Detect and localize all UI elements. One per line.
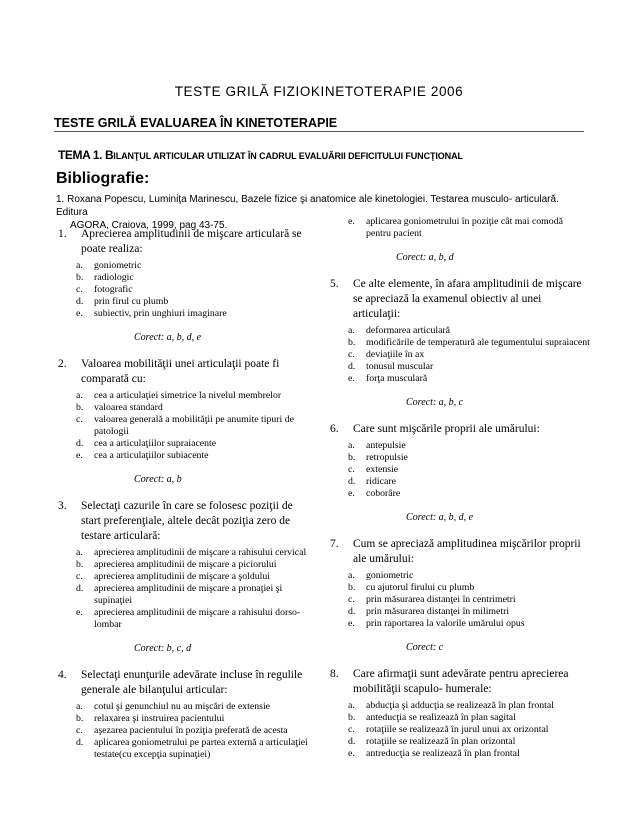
correct-answer: Corect: c — [406, 642, 444, 653]
option-letter: b. — [76, 559, 84, 570]
topic-heading-prefix: TEMA 1. B — [58, 148, 114, 162]
question-heading — [330, 277, 590, 322]
option-text: fotografic — [94, 284, 133, 295]
right-column — [330, 216, 590, 774]
option-letter: b. — [348, 452, 356, 463]
option-letter: c. — [76, 571, 83, 582]
option-letter: c. — [76, 414, 83, 425]
option-text: radiologic — [94, 272, 134, 283]
option-item — [348, 582, 590, 594]
question-heading — [330, 537, 590, 567]
option-letter: d. — [76, 438, 84, 449]
option-text: aplicarea goniometrului în poziţie cât mai comodă pentru pacient — [366, 216, 563, 239]
option-text: ridicare — [366, 476, 396, 487]
option-letter: c. — [76, 284, 83, 295]
option-text: retropulsie — [366, 452, 408, 463]
option-list — [348, 440, 590, 500]
question-text: Ce alte elemente, în afara amplitudinii de mişcare se apreciază la examenul obiectiv al unei articulaţii: — [353, 278, 582, 320]
option-item — [76, 713, 308, 725]
option-text: valoarea generală a mobilităţii pe anumite tipuri de patologii — [94, 414, 294, 437]
option-text: extensie — [366, 464, 399, 475]
question-text: Care sunt mişcările proprii ale umărului: — [353, 423, 540, 435]
divider-rule — [54, 131, 584, 132]
option-item — [348, 736, 590, 748]
option-text: antreducţia se realizează în plan frontal — [366, 748, 520, 759]
option-text: prin firul cu plumb — [94, 296, 169, 307]
option-item — [348, 570, 590, 582]
option-item — [348, 373, 590, 385]
option-text: aprecierea amplitudinii de mişcare a rahisului dorso-lombar — [94, 607, 301, 630]
question-number: 7. — [330, 538, 339, 550]
question-number: 1. — [58, 228, 67, 240]
question-heading — [58, 668, 308, 698]
option-letter: b. — [76, 713, 84, 724]
question-heading — [58, 357, 308, 387]
option-text: cea a articulaţiilor subiacente — [94, 450, 209, 461]
option-text: forţa musculară — [366, 373, 428, 384]
option-item — [76, 607, 308, 631]
correct-answer: Corect: a, b, d, e — [134, 332, 202, 343]
option-letter: d. — [348, 736, 356, 747]
option-text: abducţia şi adducţia se realizează în plan frontal — [366, 700, 554, 711]
option-item — [348, 325, 590, 337]
option-item — [348, 606, 590, 618]
option-item — [348, 464, 590, 476]
option-item — [76, 284, 308, 296]
option-item — [348, 216, 590, 240]
option-letter: c. — [348, 594, 355, 605]
option-letter: d. — [76, 737, 84, 748]
question-block — [58, 227, 308, 343]
option-letter: a. — [348, 570, 355, 581]
option-text: deformarea articulară — [366, 325, 451, 336]
option-text: aprecierea amplitudinii de mişcare a rahisului cervical — [94, 547, 307, 558]
option-letter: c. — [348, 724, 355, 735]
option-item — [76, 414, 308, 438]
left-column — [58, 227, 308, 775]
option-letter: a. — [348, 440, 355, 451]
question-block — [330, 667, 590, 760]
correct-answer: Corect: a, b, c — [406, 397, 464, 408]
question-block — [58, 499, 308, 654]
option-letter: a. — [348, 700, 355, 711]
option-letter: c. — [348, 349, 355, 360]
option-text: aplicarea goniometrului pe partea externă a articulaţiei testate(cu excepţia supinaţiei) — [94, 737, 308, 760]
option-text: cea a articulaţiilor supraiacente — [94, 438, 217, 449]
topic-heading — [58, 148, 463, 162]
option-text: antepulsie — [366, 440, 406, 451]
option-item — [348, 440, 590, 452]
page-title: TESTE GRILĂ FIZIOKINETOTERAPIE 2006 — [174, 84, 464, 99]
option-item — [76, 272, 308, 284]
option-item — [76, 402, 308, 414]
option-letter: a. — [76, 701, 83, 712]
option-item — [76, 583, 308, 607]
option-letter: b. — [348, 582, 356, 593]
correct-answer: Corect: b, c, d — [134, 643, 192, 654]
option-text: modificările de temperatură ale tegumentului supraiacent — [366, 337, 590, 348]
option-list — [76, 701, 308, 761]
option-text: goniometric — [94, 260, 142, 271]
question-text: Aprecierea amplitudinii de mişcare articulară se poate realiza: — [81, 228, 302, 255]
question-number: 5. — [330, 278, 339, 290]
question-continuation — [330, 216, 590, 263]
question-block — [330, 537, 590, 653]
bibliography-line-1: 1. Roxana Popescu, Luminiţa Marinescu, Bazele fizice şi anatomice ale kinetologiei. Testarea musculo- articulară. Editura — [56, 194, 559, 218]
option-letter: b. — [348, 337, 356, 348]
question-heading — [330, 667, 590, 697]
option-letter: a. — [76, 260, 83, 271]
option-text: aprecierea amplitudinii de mişcare a pronaţiei şi supinaţiei — [94, 583, 283, 606]
option-list — [348, 700, 590, 760]
option-letter: b. — [76, 272, 84, 283]
question-text: Selectaţi enunţurile adevărate incluse în regulile generale ale bilanţului articular: — [81, 669, 303, 696]
option-item — [348, 488, 590, 500]
option-text: aşezarea pacientului în poziţia preferată de acesta — [94, 725, 288, 736]
option-item — [76, 571, 308, 583]
option-text: cea a articulaţiei simetrice la nivelul membrelor — [94, 390, 282, 401]
option-text: cu ajutorul firului cu plumb — [366, 582, 475, 593]
option-letter: d. — [348, 361, 356, 372]
option-text: prin măsurarea distanţei în centrimetri — [366, 594, 516, 605]
bibliography-heading: Bibliografie: — [56, 170, 150, 187]
option-letter: c. — [76, 725, 83, 736]
option-letter: a. — [76, 390, 83, 401]
option-letter: e. — [76, 308, 83, 319]
option-letter: e. — [348, 216, 355, 227]
option-text: anteducţia se realizează în plan sagital — [366, 712, 516, 723]
option-letter: b. — [348, 712, 356, 723]
option-item — [76, 737, 308, 761]
option-list — [348, 325, 590, 385]
option-item — [76, 308, 308, 320]
question-block — [330, 277, 590, 408]
option-item — [76, 260, 308, 272]
option-item — [348, 618, 590, 630]
question-number: 3. — [58, 500, 67, 512]
option-item — [76, 547, 308, 559]
option-text: rotaţiile se realizează în plan orizontal — [366, 736, 516, 747]
question-number: 6. — [330, 423, 339, 435]
option-letter: a. — [76, 547, 83, 558]
option-text: prin măsurarea distanţei în milimetri — [366, 606, 510, 617]
bibliography-line-2: AGORA, Craiova, 1999, pag 43-75. — [70, 220, 228, 231]
option-list — [348, 570, 590, 630]
question-text: Valoarea mobilităţii unei articulaţii poate fi comparată cu: — [81, 358, 280, 385]
question-number: 8. — [330, 668, 339, 680]
option-item — [348, 452, 590, 464]
option-letter: a. — [348, 325, 355, 336]
question-block — [330, 422, 590, 523]
option-item — [76, 296, 308, 308]
option-item — [348, 337, 590, 349]
option-item — [348, 476, 590, 488]
option-list — [76, 260, 308, 320]
option-letter: e. — [76, 607, 83, 618]
option-text: cotul şi genunchiul nu au mişcări de extensie — [94, 701, 271, 712]
option-text: aprecierea amplitudinii de mişcare a şoldului — [94, 571, 271, 582]
option-letter: e. — [348, 748, 355, 759]
option-text: goniometric — [366, 570, 414, 581]
option-item — [76, 559, 308, 571]
option-item — [348, 594, 590, 606]
option-item — [348, 724, 590, 736]
option-letter: e. — [348, 373, 355, 384]
option-letter: c. — [348, 464, 355, 475]
option-item — [76, 450, 308, 462]
option-text: aprecierea amplitudinii de mişcare a piciorului — [94, 559, 277, 570]
question-text: Selectaţi cazurile în care se folosesc poziţii de start preferenţiale, altele decât poziţia zero de testare articulară: — [81, 500, 293, 542]
option-letter: d. — [76, 583, 84, 594]
option-text: rotaţiile se realizează în jurul unui ax orizontal — [366, 724, 549, 735]
option-item — [76, 725, 308, 737]
option-item — [76, 701, 308, 713]
option-letter: e. — [348, 618, 355, 629]
option-item — [76, 438, 308, 450]
option-text: subiectiv, prin unghiuri imaginare — [94, 308, 227, 319]
option-item — [348, 748, 590, 760]
option-text: deviaţiile în ax — [366, 349, 425, 360]
option-letter: d. — [76, 296, 84, 307]
option-item — [348, 700, 590, 712]
option-letter: e. — [76, 450, 83, 461]
option-letter: d. — [348, 606, 356, 617]
option-text: tonusul muscular — [366, 361, 434, 372]
right-questions — [330, 277, 590, 760]
question-block — [58, 668, 308, 761]
document-subtitle: TESTE GRILĂ EVALUAREA ÎN KINETOTERAPIE — [54, 116, 338, 130]
option-item — [76, 390, 308, 402]
option-item — [348, 712, 590, 724]
option-letter: b. — [76, 402, 84, 413]
question-text: Cum se apreciază amplitudinea mişcărilor proprii ale umărului: — [353, 538, 581, 565]
question-text: Care afirmaţii sunt adevărate pentru aprecierea mobilităţii scapulo- humerale: — [353, 668, 569, 695]
option-item — [348, 349, 590, 361]
option-text: relaxarea şi instruirea pacientului — [94, 713, 225, 724]
option-list — [76, 547, 308, 631]
option-letter: e. — [348, 488, 355, 499]
option-text: prin raportarea la valorile umărului opus — [366, 618, 525, 629]
question-heading — [58, 499, 308, 544]
question-heading — [330, 422, 590, 437]
option-text: valoarea standard — [94, 402, 163, 413]
correct-answer: Corect: a, b, d — [396, 252, 454, 263]
question-number: 4. — [58, 669, 67, 681]
option-list — [76, 390, 308, 462]
question-heading — [58, 227, 308, 257]
correct-answer: Corect: a, b, d, e — [406, 512, 474, 523]
option-text: coborâre — [366, 488, 401, 499]
option-letter: d. — [348, 476, 356, 487]
question-number: 2. — [58, 358, 67, 370]
option-item — [348, 361, 590, 373]
question-block — [58, 357, 308, 485]
topic-heading-smallcaps: ILANŢUL ARTICULAR UTILIZAT ÎN CADRUL EVALUĂRII DEFICITULUI FUNCŢIONAL — [113, 151, 463, 161]
correct-answer: Corect: a, b — [134, 474, 182, 485]
